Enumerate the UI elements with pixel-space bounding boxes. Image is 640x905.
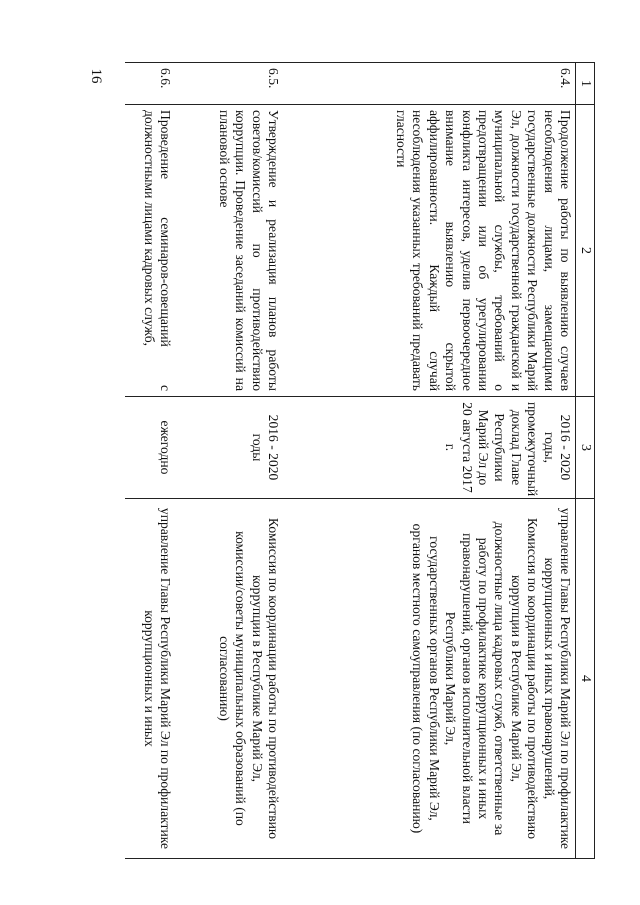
row-executors: Комиссия по координации работы по противодействию коррупции в Республике Марий Эл, комиссии/советы муниципальных образований (по согласованию) [175, 499, 283, 859]
row-number: 6.4. [283, 63, 576, 105]
table-header-row [576, 63, 595, 859]
column-header-1: 1 [576, 63, 595, 105]
row-deadline: 2016 - 2020 годы [175, 397, 283, 499]
table-row [175, 63, 283, 859]
column-header-3: 3 [576, 397, 595, 499]
row-action: Продолжение работы по выявлению случаев несоблюдения лицами, замещающими государственные должности Республики Марий Эл, должности государственной гражданской и муниципальной службы, требований о предотвращении или об урегулировании конфликта интересов, уделив первоочередное внимание выявлению скрытой аффилированности. Каждый случай несоблюдения указанных требований предавать гласности [283, 105, 576, 397]
row-action: Утверждение и реализация планов работы советов/комиссий по противодействию коррупции. Проведение заседаний комиссий на плановой основе [175, 105, 283, 397]
row-executors: управление Главы Республики Марий Эл по профилактике коррупционных и иных [125, 499, 175, 859]
table-row [125, 63, 175, 859]
row-number: 6.5. [175, 63, 283, 105]
rotated-page-content [115, 62, 595, 858]
row-action: Проведение семинаров-совещаний с должностными лицами кадровых служб, [125, 105, 175, 397]
column-header-4: 4 [576, 499, 595, 859]
row-deadline: 2016 - 2020 годы, промежуточный доклад Главе Республики Марий Эл до 20 августа 2017 г. [283, 397, 576, 499]
page-number: 16 [88, 68, 104, 84]
column-header-2: 2 [576, 105, 595, 397]
row-deadline: ежегодно [125, 397, 175, 499]
row-number: 6.6. [125, 63, 175, 105]
table-row [283, 63, 576, 859]
row-executors: управление Главы Республики Марий Эл по профилактике коррупционных и иных правонарушений, Комиссия по координации работы по противодействию коррупции в Республике Марий Эл, должностные лица кадровых служб, ответственные за работу по профилактике коррупционных и иных правонарушений, органов исполнительной власти Республики Марий Эл, государственных органов Республики Марий Эл, органов местного самоуправления (по согласованию) [283, 499, 576, 859]
action-plan-table [125, 62, 595, 859]
